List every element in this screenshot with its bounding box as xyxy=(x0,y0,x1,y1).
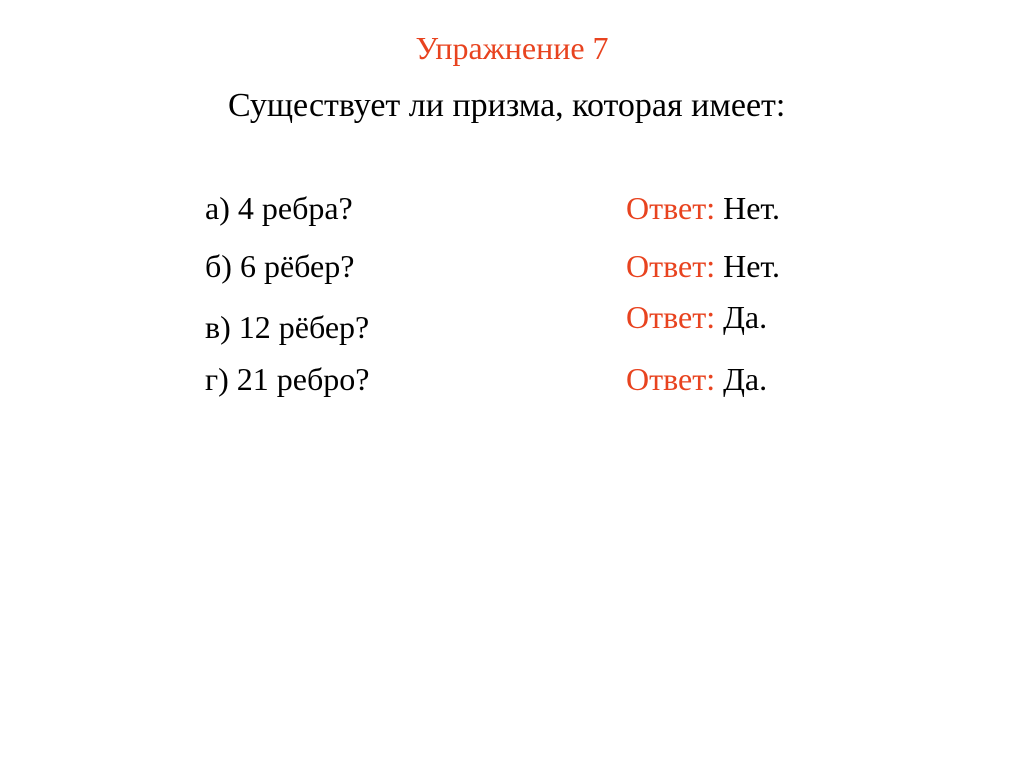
item-d-answer xyxy=(626,359,767,399)
answer-value: Да. xyxy=(723,361,768,397)
item-b-label: б) 6 рёбер? xyxy=(205,248,355,284)
answer-label: Ответ: xyxy=(626,299,716,335)
item-d-label: г) 21 ребро? xyxy=(205,361,370,397)
item-b-answer xyxy=(626,246,780,286)
item-c-answer xyxy=(626,297,767,337)
item-c-label: в) 12 рёбер? xyxy=(205,309,370,345)
slide-title: Упражнение 7 xyxy=(415,30,609,66)
item-a-answer xyxy=(626,188,780,228)
answer-value: Нет. xyxy=(723,190,780,226)
item-a-label: а) 4 ребра? xyxy=(205,190,353,226)
answer-value: Да. xyxy=(723,299,768,335)
question-text: Существует ли призма, которая имеет: xyxy=(228,87,786,124)
answer-value: Нет. xyxy=(723,248,780,284)
answer-label: Ответ: xyxy=(626,190,716,226)
answer-label: Ответ: xyxy=(626,248,716,284)
answer-label: Ответ: xyxy=(626,361,716,397)
